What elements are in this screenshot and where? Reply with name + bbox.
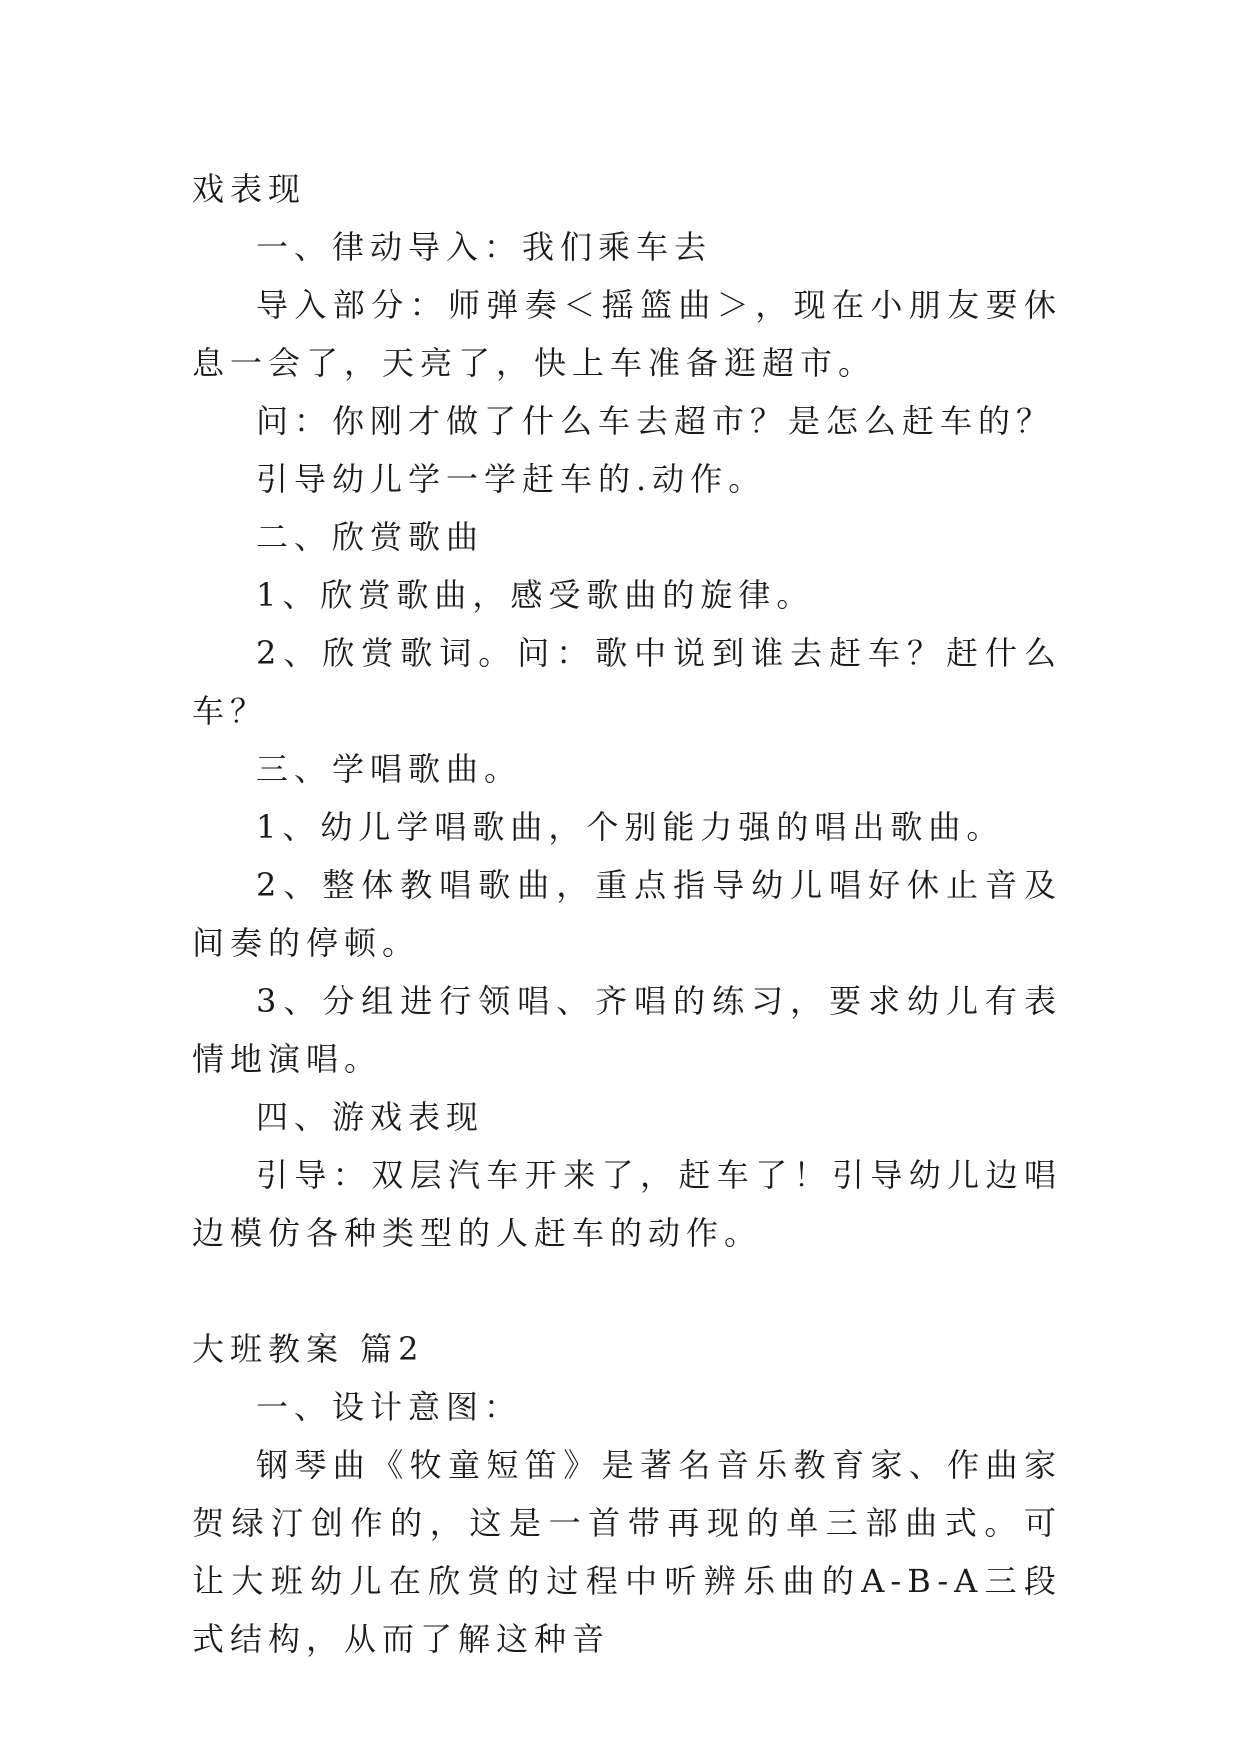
paragraph-appreciate-melody: 1、欣赏歌曲，感受歌曲的旋律。 bbox=[256, 576, 815, 614]
paragraph-continuation: 戏表现 bbox=[192, 170, 307, 208]
section-spacer bbox=[192, 1262, 1062, 1320]
document-page bbox=[192, 160, 1062, 1668]
section-heading-appreciate-song: 二、欣赏歌曲 bbox=[256, 518, 485, 556]
paragraph-whole-teach: 2、整体教唱歌曲，重点指导幼儿唱好休止音及间奏的停顿。 bbox=[192, 866, 1062, 962]
paragraph-appreciate-lyrics: 2、欣赏歌词。问：歌中说到谁去赶车？赶什么车？ bbox=[192, 634, 1062, 730]
paragraph-intro-part: 导入部分：师弹奏＜摇篮曲＞，现在小朋友要休息一会了，天亮了，快上车准备逛超市。 bbox=[192, 286, 1062, 382]
lesson-plan-heading: 大班教案 篇2 bbox=[192, 1330, 425, 1368]
section-heading-rhythm-intro: 一、律动导入：我们乘车去 bbox=[256, 228, 713, 266]
paragraph-question: 问：你刚才做了什么车去超市？是怎么赶车的？ bbox=[256, 402, 1055, 440]
paragraph-group-practice: 3、分组进行领唱、齐唱的练习，要求幼儿有表情地演唱。 bbox=[192, 982, 1062, 1078]
paragraph-game-guide: 引导：双层汽车开来了，赶车了！引导幼儿边唱边模仿各种类型的人赶车的动作。 bbox=[192, 1156, 1062, 1252]
section-heading-design-intent: 一、设计意图： bbox=[256, 1388, 523, 1426]
paragraph-guide-action: 引导幼儿学一学赶车的.动作。 bbox=[256, 460, 767, 498]
paragraph-piano-piece: 钢琴曲《牧童短笛》是著名音乐教育家、作曲家贺绿汀创作的，这是一首带再现的单三部曲式。可让大班幼儿在欣赏的过程中听辨乐曲的A-B-A三段式结构，从而了解这种音 bbox=[192, 1446, 1062, 1658]
section-heading-learn-song: 三、学唱歌曲。 bbox=[256, 750, 523, 788]
paragraph-children-learn: 1、幼儿学唱歌曲，个别能力强的唱出歌曲。 bbox=[256, 808, 1005, 846]
section-heading-game: 四、游戏表现 bbox=[256, 1098, 485, 1136]
